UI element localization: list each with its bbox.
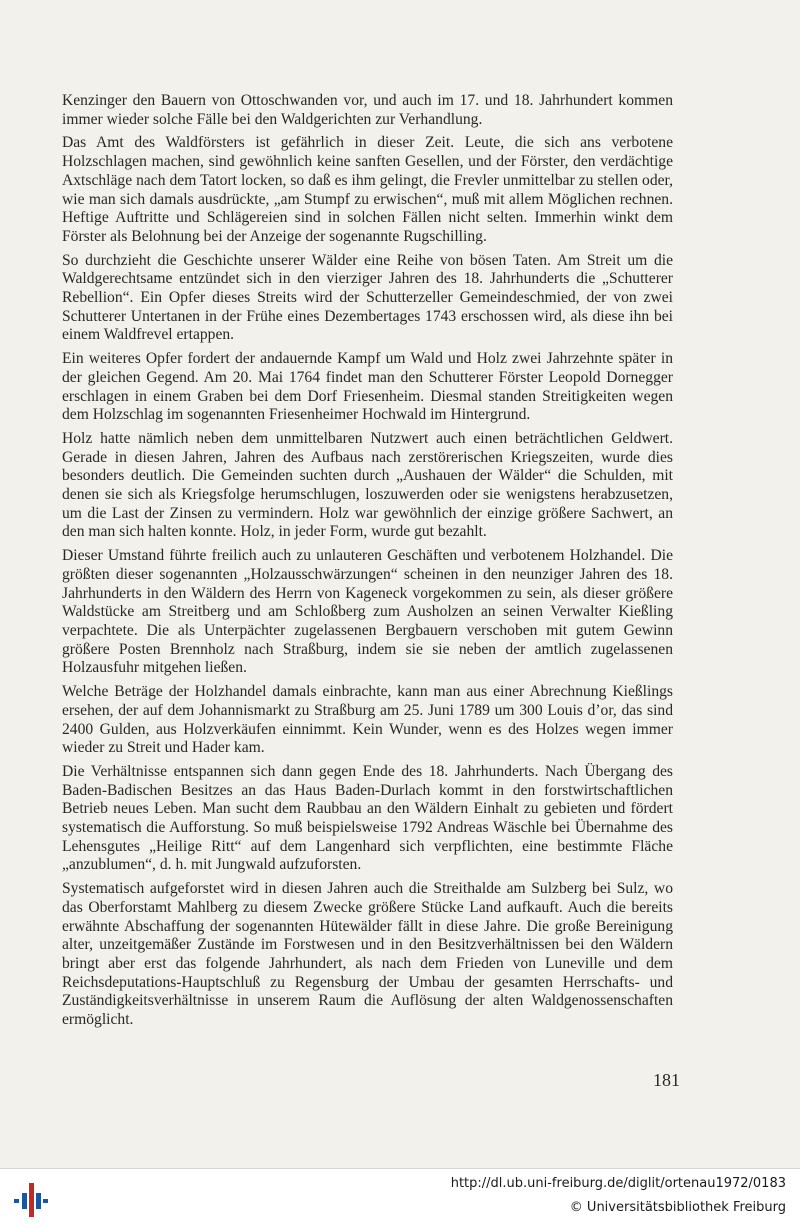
footer-bar <box>0 1168 800 1227</box>
ub-freiburg-logo-icon <box>10 1179 50 1221</box>
source-url-link[interactable]: http://dl.ub.uni-freiburg.de/diglit/ortenau1972/0183 <box>450 1176 786 1191</box>
paragraph-9: Systematisch aufgeforstet wird in diesen Jahren auch die Streithalde am Sulzberg bei Sulz, wo das Oberforstamt Mahlberg zu diesem Zwecke größere Stücke Land aufkauft. Auch die bereits erwähnte Abschaffung der sogenannten Hütewälder fällt in diese Jahre. Die große Bereinigung alter, unzeitgemäßer Zustände im Forstwesen und in den Besitzverhältnissen bei den Wäldern bringt aber erst das folgende Jahrhundert, als nach dem Frieden von Luneville und dem Reichsdeputations-Hauptschluß zu Regensburg der Umbau der gesamten Herrschafts- und Zuständigkeitsverhältnisse in unserem Raum die Auflösung der alten Waldgenossenschaften ermöglicht. <box>62 880 673 1029</box>
paragraph-3: So durchzieht die Geschichte unserer Wälder eine Reihe von bösen Taten. Am Streit um die Waldgerechtsame entzündet sich in den vierziger Jahren des 18. Jahrhunderts die „Schutterer Rebellion“. Ein Opfer dieses Streits wird der Schutterzeller Gemeindeschmied, der von zwei Schutterer Untertanen in der Frühe eines Dezembertages 1743 erschossen wird, als diese ihn bei einem Waldfrevel ertappen. <box>62 251 673 344</box>
paragraph-1: Kenzinger den Bauern von Ottoschwanden vor, und auch im 17. und 18. Jahrhundert kommen immer wieder solche Fälle bei den Waldgerichten zur Verhandlung. <box>62 92 673 128</box>
paragraph-8: Die Verhältnisse entspannen sich dann gegen Ende des 18. Jahrhunderts. Nach Übergang des Baden-Badischen Besitzes an das Haus Baden-Durlach kommt in den forstwirtschaftlichen Betrieb neues Leben. Man sucht dem Raubbau an den Wäldern Einhalt zu gebieten und fördert systematisch die Aufforstung. So muß beispielsweise 1792 Andreas Wäschle bei Übernahme des Lehensgutes „Heilige Ritt“ auf dem Langenhard sich verpflichten, eine bestimmte Fläche „anzublumen“, d. h. mit Jungwald aufzuforsten. <box>62 762 673 874</box>
paragraph-5: Holz hatte nämlich neben dem unmittelbaren Nutzwert auch einen beträchtlichen Geldwert. Gerade in diesen Jahren, Jahren des Aufbaus nach zerstörerischen Kriegszeiten, wurde dies besonders deutlich. Die Gemeinden suchten durch „Aushauen der Wälder“ die Schulden, mit denen sie sich als Kriegsfolge herumschlugen, loszuwerden oder sie wenigstens herabzusetzen, um die Last der Zinsen zu vermindern. Holz war gewöhnlich der einzige größere Sachwert, an den man sich halten konnte. Holz, in jeder Form, wurde gut bezahlt. <box>62 429 673 541</box>
paragraph-6: Dieser Umstand führte freilich auch zu unlauteren Geschäften und verbotenem Holzhandel. Die größten dieser sogenannten „Holzausschwärzungen“ scheinen in den neunziger Jahren des 18. Jahrhunderts in den Wäldern des Herrn von Kageneck vorgekommen zu sein, als dieser größere Waldstücke am Streitberg und am Schloßberg zum Ausholzen an seinen Verwalter Kießling verpachtete. Die als Unterpächter zugelassenen Bergbauern verschoben mit gutem Gewinn größere Posten Brennholz nach Straßburg, indem sie sie neben der amtlich zugelassenen Holzausfuhr mitgehen ließen. <box>62 547 673 677</box>
page-number: 181 <box>653 1070 680 1090</box>
paragraph-4: Ein weiteres Opfer fordert der andauernde Kampf um Wald und Holz zwei Jahrzehnte später in der gleichen Gegend. Am 20. Mai 1764 findet man den Schutterer Förster Leopold Dornegger erschlagen in einem Graben bei dem Dorf Friesenheim. Diesmal standen Streitigkeiten wegen dem Holzschlag im sogenannten Friesenheimer Hochwald im Hintergrund. <box>62 350 673 424</box>
body-text <box>62 92 673 1035</box>
copyright-notice: © Universitätsbibliothek Freiburg <box>569 1200 786 1215</box>
paragraph-7: Welche Beträge der Holzhandel damals einbrachte, kann man aus einer Abrechnung Kießlings ersehen, der auf dem Johannismarkt zu Straßburg am 25. Juni 1789 um 300 Louis d’or, das sind 2400 Gulden, aus Holzverkäufen einnimmt. Kein Wunder, wenn es des Holzes wegen immer wieder zu Streit und Hader kam. <box>62 683 673 757</box>
paragraph-2: Das Amt des Waldförsters ist gefährlich in dieser Zeit. Leute, die sich ans verbotene Holzschlagen machen, sind gewöhnlich keine sanften Gesellen, und der Förster, den verdächtige Axtschläge nach dem Tatort locken, so daß es ihm gelingt, die Frevler unmittelbar zu stellen oder, wie man sich damals ausdrückte, „am Stumpf zu erwischen“, muß mit allem Möglichen rechnen. Heftige Auftritte und Schlägereien sind in solchen Fällen nicht selten. Immerhin winkt dem Förster als Belohnung bei der Anzeige der sogenannte Rugschilling. <box>62 134 673 245</box>
